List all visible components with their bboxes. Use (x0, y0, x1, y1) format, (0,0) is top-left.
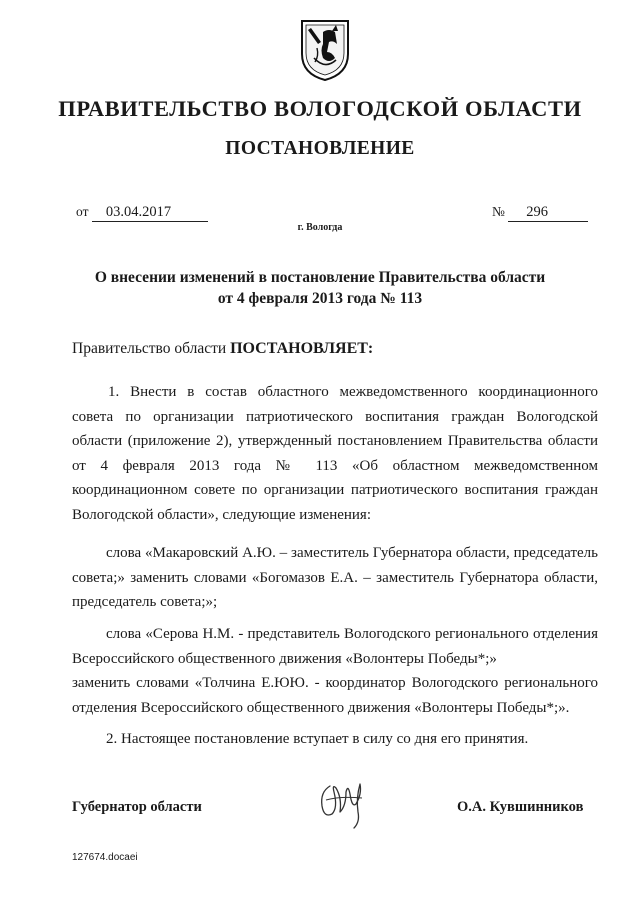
number-line (492, 204, 588, 222)
number-value: 296 (508, 204, 588, 222)
date-value: 03.04.2017 (92, 204, 208, 222)
preamble (72, 340, 373, 358)
paragraph-5: 2. Настоящее постановление вступает в силу со дня его принятия. (106, 731, 529, 747)
number-prefix: № (492, 204, 505, 219)
org-title: ПРАВИТЕЛЬСТВО ВОЛОГОДСКОЙ ОБЛАСТИ (58, 96, 582, 121)
date-prefix: от (76, 204, 89, 219)
subject (60, 267, 580, 309)
coat-of-arms-icon (299, 18, 351, 82)
subject-line-1: О внесении изменений в постановление Правительства области (94, 269, 546, 286)
signatory-position: Губернатор области (72, 799, 202, 815)
paragraph-1: 1. Внести в состав областного межведомственного координационного совета по организации патриотического воспитания граждан Вологодской области (приложение 2), утвержденный постановлением Правительства области от 4 февраля 2013 года № 113 «Об областном межведомственном координационном совете по организации патриотического воспитания граждан Вологодской области», следующие изменения: (72, 384, 598, 523)
preamble-keyword: ПОСТАНОВЛЯЕТ: (230, 340, 374, 357)
preamble-text: Правительство области (72, 340, 231, 357)
paragraph-3: слова «Серова Н.М. - представитель Вологодского регионального отделения Всероссийского общественного движения «Волонтеры Победы*;» (72, 626, 598, 667)
date-line (76, 204, 208, 222)
paragraph-4: заменить словами «Толчина Е.ЮЮ. - координатор Вологодского регионального отделения Всероссийского общественного движения «Волонтеры Победы*;». (72, 675, 598, 716)
doc-type: ПОСТАНОВЛЕНИЕ (225, 138, 415, 159)
city: г. Вологда (297, 222, 343, 233)
file-reference: 127674.docaei (72, 852, 138, 863)
signatory-name: О.А. Кувшинников (457, 799, 584, 815)
paragraph-2: слова «Макаровский А.Ю. – заместитель Губернатора области, председатель совета;» заменить словами «Богомазов Е.А. – заместитель Губернатора области, председатель совета;»; (72, 545, 598, 611)
signature-icon (316, 778, 374, 832)
subject-line-2: от 4 февраля 2013 года № 113 (217, 290, 423, 307)
